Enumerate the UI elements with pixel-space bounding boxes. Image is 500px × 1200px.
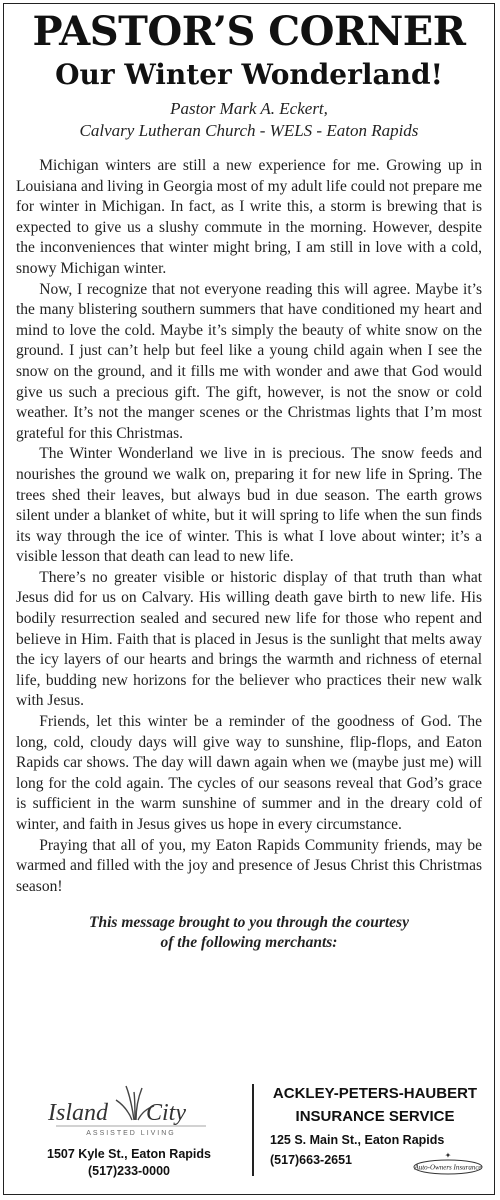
sponsor-ackley-peters-haubert [262,1080,488,1188]
page-title: PASTOR’S CORNER [32,8,466,55]
article-headline: Our Winter Wonderland! [55,58,443,91]
auto-owners-logo-graphic [412,1150,484,1176]
auto-owners-logo [412,1150,484,1176]
island-city-logo-graphic [46,1082,216,1138]
article-body [16,156,482,897]
author-name: Pastor Mark A. Eckert, [170,99,328,118]
article-paragraph: There’s no greater visible or historic display of that truth than what Jesus did for us on Calvary. His willing death gave birth to new life. His bodily resurrection sealed and secured new life for those who repent and believe in Him. Faith that is placed in Jesus is the sunlight that melts away the icy layers of our hearts and brings the warmth and richness of eternal life, budding new horizons for the believer who practices their new walk with Jesus. [16,568,482,710]
island-city-address: 1507 Kyle St., Eaton Rapids [47,1147,211,1161]
insurance-address: 125 S. Main St., Eaton Rapids [270,1133,445,1147]
star-icon: ✦ [444,1151,452,1160]
logo-word-island: Island [48,1100,108,1126]
courtesy-line-1: This message brought to you through the courtesy [89,914,409,932]
pastors-corner-ad [3,3,495,1195]
church-name: Calvary Lutheran Church - WELS - Eaton Rapids [79,121,419,140]
island-city-logo [46,1082,216,1138]
courtesy-message [4,913,494,953]
article-paragraph: The Winter Wonderland we live in is precious. The snow feeds and nourishes the ground we walk on, preparing it for new life in Spring. The trees shed their leaves, but always bud in due season. The earth grows silent under a blanket of white, but it will spring to life when the sun finds its way through the ice of winter. This is what I love about winter; it’s a visible lesson that death can lead to new life. [16,445,482,566]
insurance-phone: (517)663-2651 [270,1153,353,1167]
byline [4,98,494,142]
article-paragraph: Now, I recognize that not everyone reading this will agree. Maybe it’s the many blistering southern summers that have conditioned my heart and mind to love the cold. Maybe it’s simply the beauty of white snow on the ground. I just can’t help but feel like a young child again when I see the snow on the ground, and it fills me with wonder and awe that God would give us such a precious gift. The gift, however, is not the snow or cold weather. It’s not the manger scenes or the Christmas lights that I’m most grateful for this Christmas. [16,280,482,442]
island-city-phone: (517)233-0000 [87,1164,170,1178]
courtesy-line-2: of the following merchants: [160,934,338,952]
article-paragraph: Friends, let this winter be a reminder of the goodness of God. The long, cold, cloudy days will give way to sunshine, flip-flops, and Eaton Rapids car shows. The day will dawn again when we (maybe just me) will long for the cold again. The cycles of our seasons reveal that God’s grace is sufficient in the warm sunshine of summer and in the dreary cold of winter, and faith in Jesus gives us hope in every circumstance. [16,713,482,833]
insurance-name-line-2: INSURANCE SERVICE [295,1108,455,1125]
auto-owners-logo-text: Auto-Owners Insurance [414,1163,482,1172]
sponsor-island-city [14,1080,244,1188]
sponsor-section [4,1080,494,1188]
insurance-name-line-1: ACKLEY-PETERS-HAUBERT [272,1085,478,1102]
sponsor-divider [252,1084,254,1176]
logo-word-city: City [146,1100,186,1126]
article-paragraph: Praying that all of you, my Eaton Rapids Community friends, may be warmed and filled with the joy and presence of Jesus Christ this Christmas season! [16,836,482,895]
logo-tagline: ASSISTED LIVING [86,1130,176,1137]
article-paragraph: Michigan winters are still a new experience for me. Growing up in Louisiana and living in Georgia most of my adult life could not prepare me for winter in Michigan. In fact, as I write this, a storm is brewing that is expected to give us a slushy commute in the morning. However, despite the inconveniences that winter might bring, I am still in love with a cold, snowy Michigan winter. [16,157,482,277]
